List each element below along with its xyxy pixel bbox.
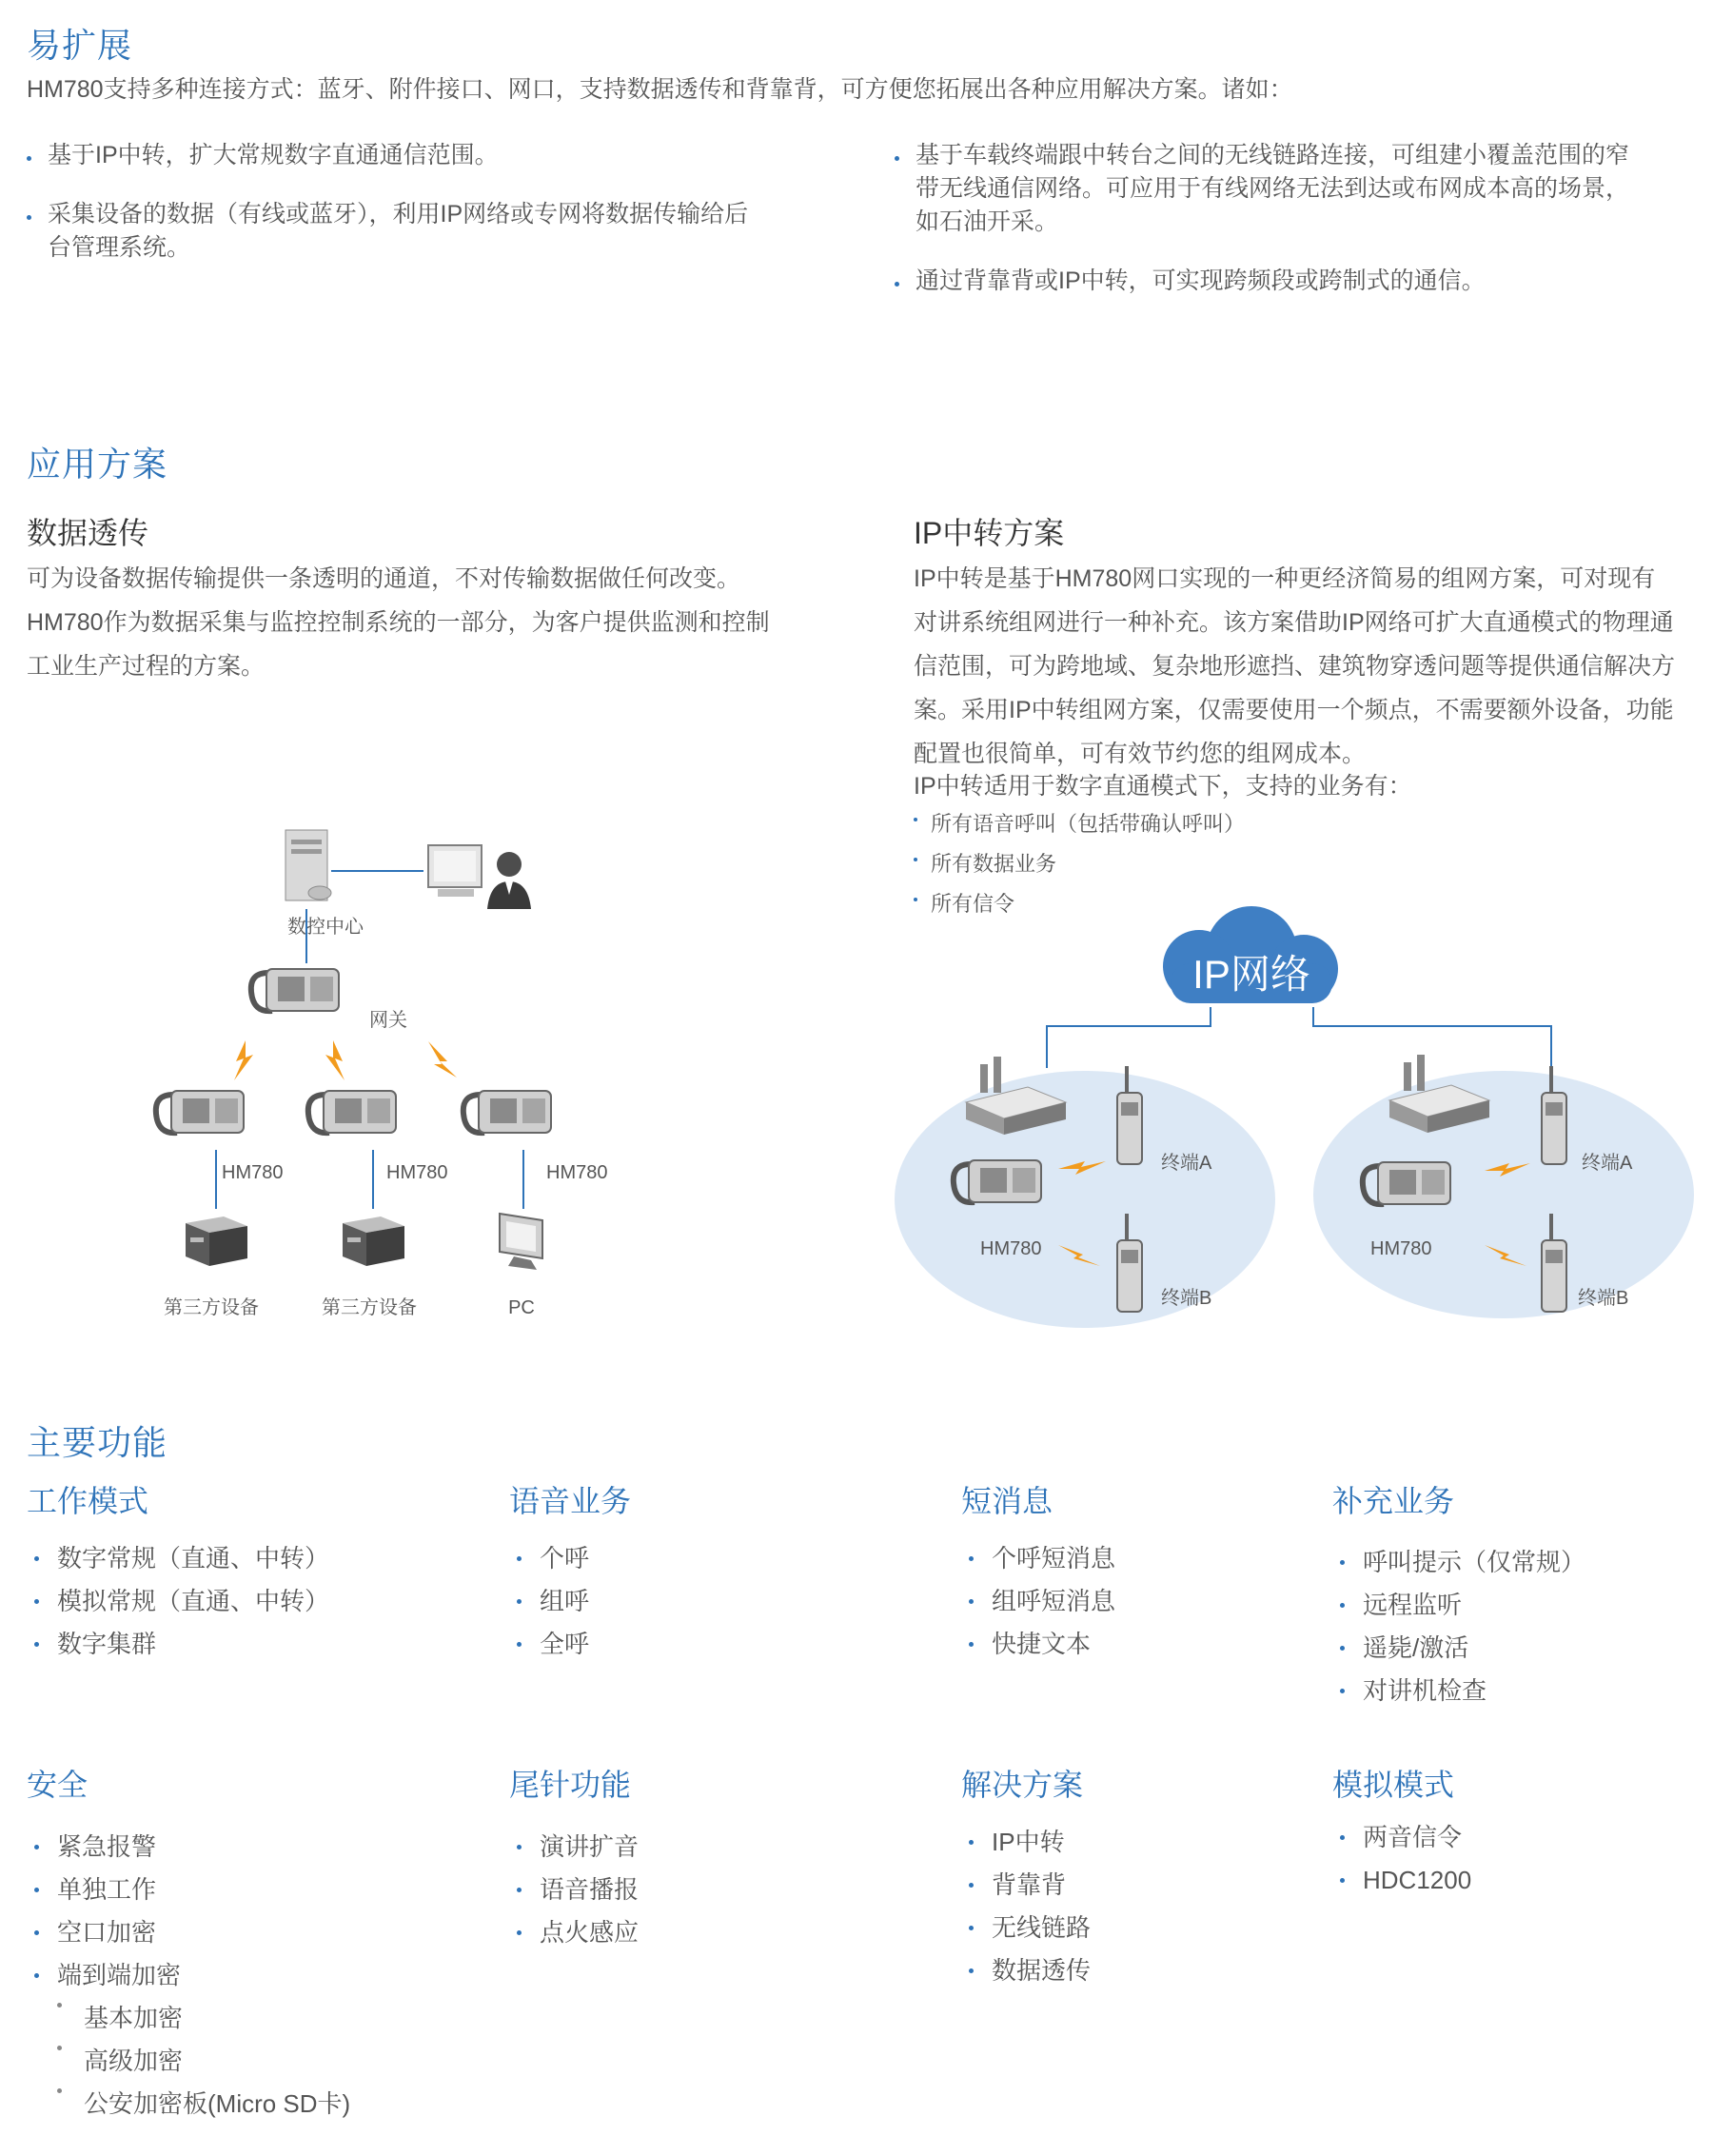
list-item: 个呼短消息: [961, 1537, 1304, 1580]
list-item: 端到端加密: [27, 1954, 464, 1997]
ip-relay-title: IP中转方案: [914, 516, 1065, 550]
list-item: 数字集群: [27, 1623, 464, 1666]
data-pass-title: 数据透传: [27, 516, 149, 550]
feature-list-supplementary: [1332, 1541, 1694, 1712]
ip-relay-diagram: [895, 885, 1703, 1342]
device-icon: [343, 1216, 404, 1266]
monitor-icon: [428, 845, 482, 897]
list-item: 所有语音呼叫（包括带确认呼叫）: [914, 804, 1389, 844]
list-item: 遥毙/激活: [1332, 1627, 1694, 1670]
feature-group-title: 模拟模式: [1332, 1768, 1455, 1802]
feature-list-accessory: [509, 1826, 890, 1954]
list-item: 采集设备的数据（有线或蓝牙），利用IP网络或专网将数据传输给后台管理系统。: [27, 198, 769, 265]
list-item: 对讲机检查: [1332, 1670, 1694, 1712]
feature-group-title: 尾针功能: [509, 1768, 632, 1802]
list-item: 两音信令: [1332, 1816, 1694, 1859]
feature-list-security: [27, 1826, 464, 1997]
expand-title: 易扩展: [27, 26, 133, 65]
expand-right-list: [895, 139, 1637, 324]
list-item: 公安加密板(Micro SD卡): [55, 2083, 474, 2126]
device-icon: [186, 1216, 247, 1266]
feature-group-title: 安全: [27, 1768, 89, 1802]
list-item: 单独工作: [27, 1869, 464, 1911]
list-item: 背靠背: [961, 1864, 1304, 1907]
list-item: 无线链路: [961, 1907, 1304, 1949]
feature-list-sms: [961, 1537, 1304, 1666]
radio-label: HM780: [546, 1162, 608, 1183]
server-icon: [286, 830, 331, 900]
radio-label: HM780: [1370, 1238, 1432, 1259]
features-title: 主要功能: [27, 1423, 168, 1462]
list-item: 个呼: [509, 1537, 890, 1580]
signal-icon: [325, 1040, 345, 1080]
radio-icon: [156, 1091, 244, 1133]
list-item: 基本加密: [55, 1997, 474, 2040]
list-item: 所有信令: [914, 884, 1389, 924]
feature-list-voice: [509, 1537, 890, 1666]
radio-label: HM780: [222, 1162, 284, 1183]
data-pass-desc: 可为设备数据传输提供一条透明的通道，不对传输数据做任何改变。HM780作为数据采集与监控控制系统的一部分，为客户提供监测和控制工业生产过程的方案。: [27, 565, 770, 680]
feature-sublist-encryption: [55, 1997, 474, 2126]
list-item: 紧急报警: [27, 1826, 464, 1869]
signal-icon: [234, 1040, 253, 1080]
list-item: 演讲扩音: [509, 1826, 890, 1869]
terminal-a-label: 终端A: [1161, 1153, 1212, 1174]
list-item: 远程监听: [1332, 1584, 1694, 1627]
list-item: IP中转: [961, 1821, 1304, 1864]
list-item: 语音播报: [509, 1869, 890, 1911]
expand-left-list: [27, 139, 769, 290]
gateway-radio-icon: [251, 969, 339, 1011]
feature-list-work-mode: [27, 1537, 464, 1666]
list-item: 全呼: [509, 1623, 890, 1666]
list-item: 通过背靠背或IP中转，可实现跨频段或跨制式的通信。: [895, 265, 1637, 298]
terminal-b-label: 终端B: [1578, 1288, 1629, 1309]
radio-icon: [308, 1091, 396, 1133]
list-item: 组呼短消息: [961, 1580, 1304, 1623]
feature-group-title: 解决方案: [961, 1768, 1084, 1802]
list-item: 模拟常规（直通、中转）: [27, 1580, 464, 1623]
list-item: 呼叫提示（仅常规）: [1332, 1541, 1694, 1584]
cloud-label: IP网络: [1192, 952, 1310, 997]
list-item: 快捷文本: [961, 1623, 1304, 1666]
device-label: PC: [508, 1297, 535, 1318]
data-pass-diagram: [143, 819, 608, 1333]
gateway-label: 网关: [369, 1010, 407, 1031]
feature-list-solutions: [961, 1821, 1304, 1992]
center-label: 数控中心: [287, 917, 364, 938]
expand-intro: HM780支持多种连接方式：蓝牙、附件接口、网口，支持数据透传和背靠背，可方便您拓展出各种应用解决方案。诸如：: [27, 76, 1293, 103]
list-item: 基于IP中转，扩大常规数字直通通信范围。: [27, 139, 769, 172]
solutions-title: 应用方案: [27, 445, 168, 484]
terminal-b-label: 终端B: [1161, 1288, 1212, 1309]
radio-label: HM780: [386, 1162, 448, 1183]
list-item: 基于车载终端跟中转台之间的无线链路连接，可组建小覆盖范围的窄带无线通信网络。可应用于有线网络无法到达或布网成本高的场景，如石油开采。: [895, 139, 1637, 239]
list-item: 所有数据业务: [914, 844, 1389, 884]
feature-group-title: 短消息: [961, 1484, 1053, 1518]
ip-relay-services-intro: IP中转适用于数字直通模式下，支持的业务有：: [914, 773, 1412, 800]
list-item: 数据透传: [961, 1949, 1304, 1992]
list-item: 高级加密: [55, 2040, 474, 2083]
person-icon: [487, 852, 531, 909]
radio-label: HM780: [980, 1238, 1042, 1259]
feature-list-analog: [1332, 1816, 1694, 1902]
signal-icon: [428, 1041, 457, 1078]
ip-relay-desc: IP中转是基于HM780网口实现的一种更经济简易的组网方案，可对现有对讲系统组网进行一种补充。该方案借助IP网络可扩大直通模式的物理通信范围，可为跨地域、复杂地形遮挡、建筑物穿透问题等提供通信解决方案。采用IP中转组网方案，仅需要使用一个频点，不需要额外设备，功能配置也很简单，可有效节约您的组网成本。: [914, 565, 1676, 767]
list-item: 点火感应: [509, 1911, 890, 1954]
device-label: 第三方设备: [164, 1297, 259, 1318]
list-item: 空口加密: [27, 1911, 464, 1954]
coverage-area: [895, 1071, 1275, 1328]
list-item: HDC1200: [1332, 1859, 1694, 1902]
list-item: 组呼: [509, 1580, 890, 1623]
terminal-a-label: 终端A: [1582, 1153, 1633, 1174]
feature-group-title: 补充业务: [1332, 1484, 1455, 1518]
feature-group-title: 语音业务: [509, 1484, 632, 1518]
coverage-area: [1313, 1071, 1694, 1318]
list-item: 数字常规（直通、中转）: [27, 1537, 464, 1580]
pc-icon: [500, 1214, 542, 1270]
feature-group-title: 工作模式: [27, 1484, 149, 1518]
radio-icon: [463, 1091, 551, 1133]
device-label: 第三方设备: [322, 1297, 417, 1318]
